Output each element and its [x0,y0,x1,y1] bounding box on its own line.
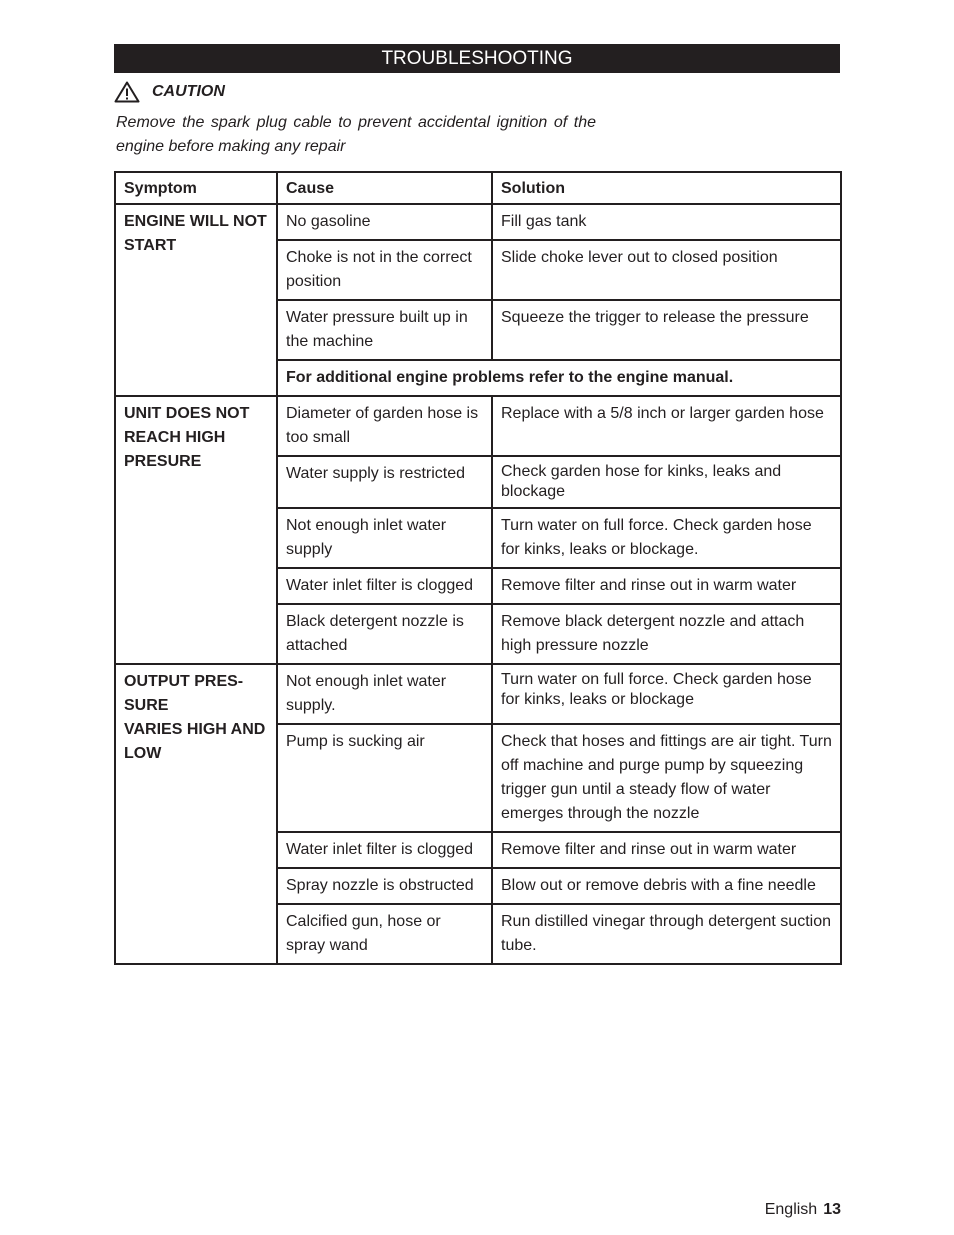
cause-cell: Diameter of garden hose is too small [277,396,492,456]
footer-language: English [764,1201,818,1218]
solution-cell: Blow out or remove debris with a fine needle [492,868,841,904]
caution-heading [114,80,225,104]
table-row [115,664,841,724]
solution-cell: Remove filter and rinse out in warm water [492,568,841,604]
symptom-cell: ENGINE WILL NOT START [115,204,277,396]
symptom-line: VARIES HIGH AND [124,721,266,738]
cause-cell: Calcified gun, hose or spray wand [277,904,492,964]
solution-cell: Slide choke lever out to closed position [492,240,841,300]
cause-cell: Water inlet filter is clogged [277,568,492,604]
cause-cell: Water pressure built up in the machine [277,300,492,360]
column-header-cause: Cause [277,172,492,204]
cause-cell: Not enough inlet water supply. [277,664,492,724]
symptom-line: SURE [124,697,169,714]
symptom-cell [115,664,277,964]
solution-cell: Turn water on full force. Check garden hose for kinks, leaks or blockage [492,664,841,724]
solution-cell: Check that hoses and fittings are air tight. Turn off machine and purge pump by squeezing trigger gun until a steady flow of water emerges through the nozzle [492,724,841,832]
solution-cell: Replace with a 5/8 inch or larger garden hose [492,396,841,456]
symptom-line: OUTPUT PRES- [124,673,244,690]
caution-text: Remove the spark plug cable to prevent accidental ignition of the engine before making any repair [116,114,596,155]
warning-triangle-icon [114,81,140,103]
page-number: 13 [823,1201,841,1218]
cause-cell: Choke is not in the correct position [277,240,492,300]
engine-manual-note: For additional engine problems refer to the engine manual. [277,360,841,396]
table-row [115,396,841,456]
cause-cell: Not enough inlet water supply [277,508,492,568]
solution-cell: Fill gas tank [492,204,841,240]
column-header-symptom: Symptom [115,172,277,204]
symptom-line: LOW [124,745,162,762]
table-row [115,204,841,240]
solution-cell: Turn water on full force. Check garden hose for kinks, leaks or blockage. [492,508,841,568]
troubleshooting-table [114,171,842,965]
caution-label: CAUTION [152,83,225,100]
solution-cell: Remove filter and rinse out in warm water [492,832,841,868]
section-title: TROUBLESHOOTING [114,44,840,73]
solution-cell: Remove black detergent nozzle and attach high pressure nozzle [492,604,841,664]
solution-cell: Run distilled vinegar through detergent suction tube. [492,904,841,964]
column-header-solution: Solution [492,172,841,204]
page-footer [765,1200,841,1220]
cause-cell: Water supply is restricted [277,456,492,508]
cause-cell: Water inlet filter is clogged [277,832,492,868]
cause-cell: Pump is sucking air [277,724,492,832]
cause-cell: Spray nozzle is obstructed [277,868,492,904]
solution-cell: Check garden hose for kinks, leaks and blockage [492,456,841,508]
table-header-row [115,172,841,204]
cause-cell: Black detergent nozzle is attached [277,604,492,664]
solution-cell: Squeeze the trigger to release the pressure [492,300,841,360]
symptom-cell: UNIT DOES NOT REACH HIGH PRESURE [115,396,277,664]
cause-cell: No gasoline [277,204,492,240]
